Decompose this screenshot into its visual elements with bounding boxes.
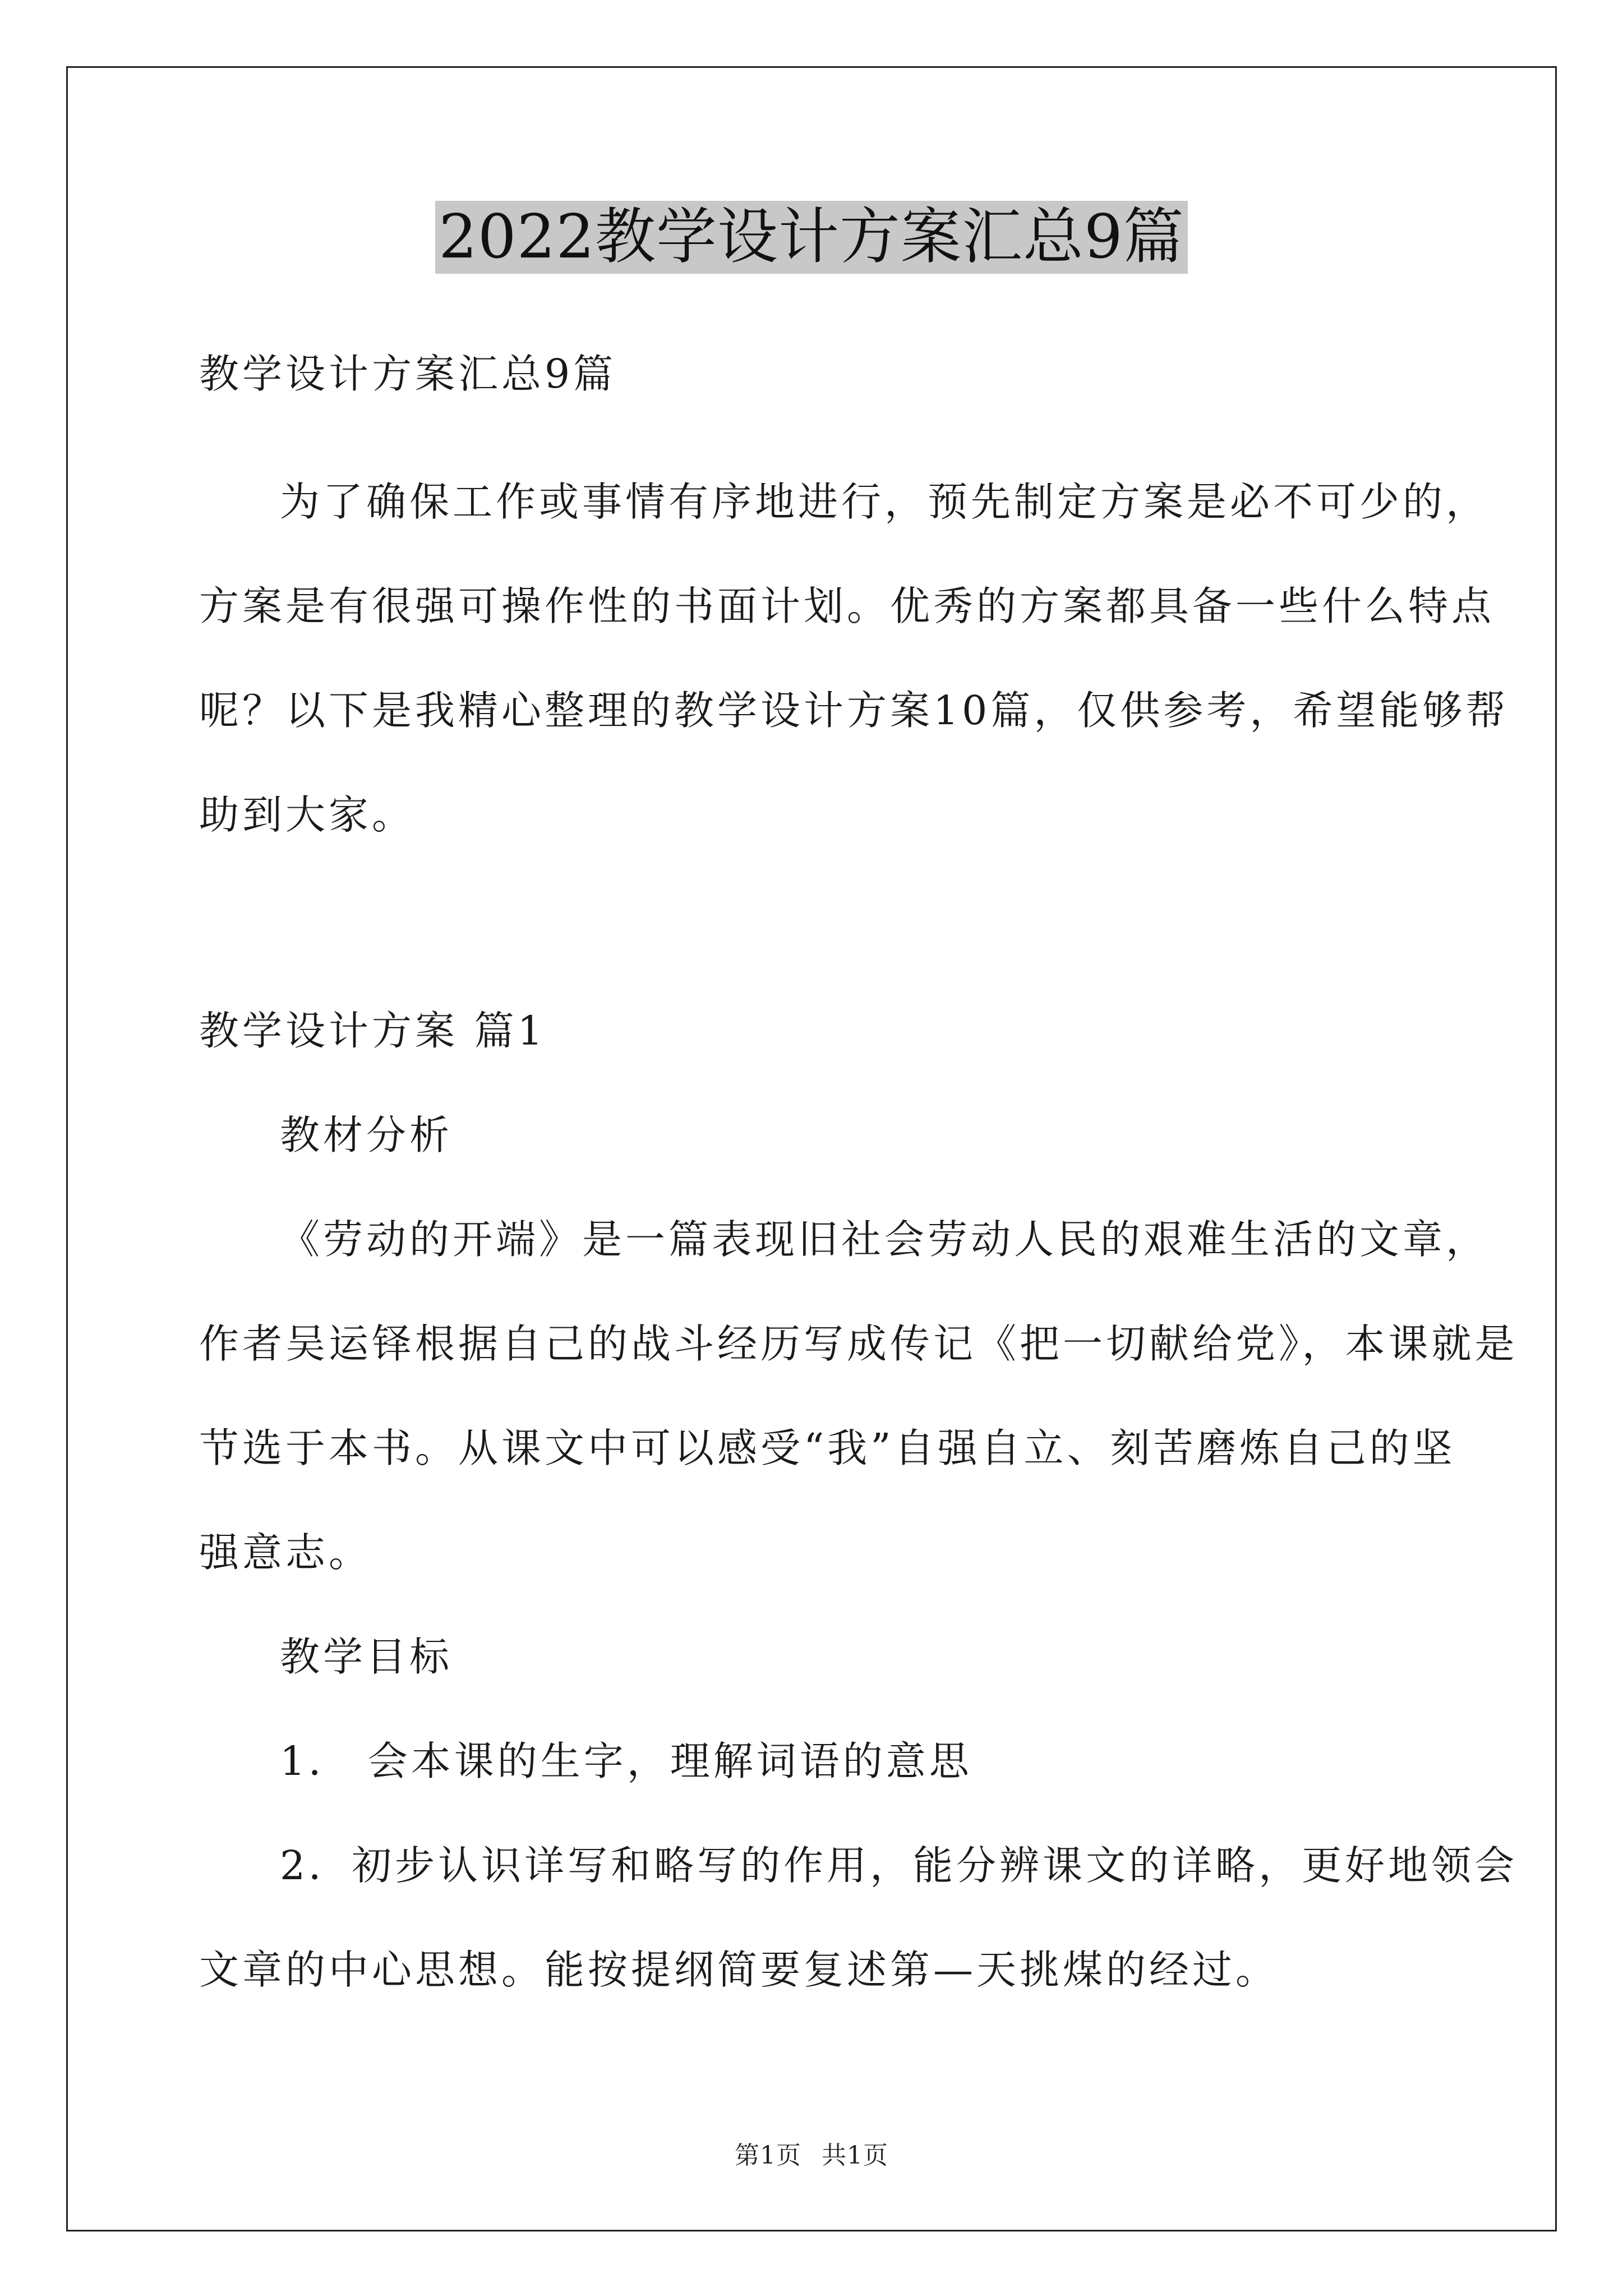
material-line: 节选于本书。从课文中可以感受“我”自强自立、刻苦磨炼自己的坚: [199, 1425, 1456, 1471]
material-line: 《劳动的开端》是一篇表现旧社会劳动人民的艰难生活的文章，: [280, 1216, 1490, 1263]
intro-line: 助到大家。: [199, 792, 416, 838]
page-total: 共1页: [822, 2141, 888, 2170]
material-line: 强意志。: [199, 1529, 372, 1576]
intro-line: 为了确保工作或事情有序地进行，预先制定方案是必不可少的，: [280, 478, 1490, 525]
intro-line: 呢？以下是我精心整理的教学设计方案10篇，仅供参考，希望能够帮: [199, 687, 1509, 734]
goal-item-2-line: 2．初步认识详写和略写的作用，能分辨课文的详略，更好地领会: [280, 1842, 1518, 1889]
page-number: 第1页: [735, 2141, 801, 2170]
material-line: 作者吴运铎根据自己的战斗经历写成传记《把一切献给党》，本课就是: [199, 1320, 1518, 1367]
material-heading: 教材分析: [280, 1112, 453, 1158]
document-title: 2022教学设计方案汇总9篇: [435, 201, 1188, 274]
section-heading: 教学设计方案 篇1: [199, 1007, 546, 1054]
intro-line: 方案是有很强可操作性的书面计划。优秀的方案都具备一些什么特点: [199, 583, 1495, 629]
goal-item-2-line: 文章的中心思想。能按提纲简要复述第—天挑煤的经过。: [199, 1947, 1279, 1993]
page-footer: [0, 2135, 1623, 2171]
goal-item-1: 1． 会本课的生字，理解词语的意思: [280, 1738, 972, 1784]
goals-heading: 教学目标: [280, 1634, 453, 1680]
title-area: [0, 201, 1623, 274]
document-subtitle: 教学设计方案汇总9篇: [199, 351, 617, 397]
